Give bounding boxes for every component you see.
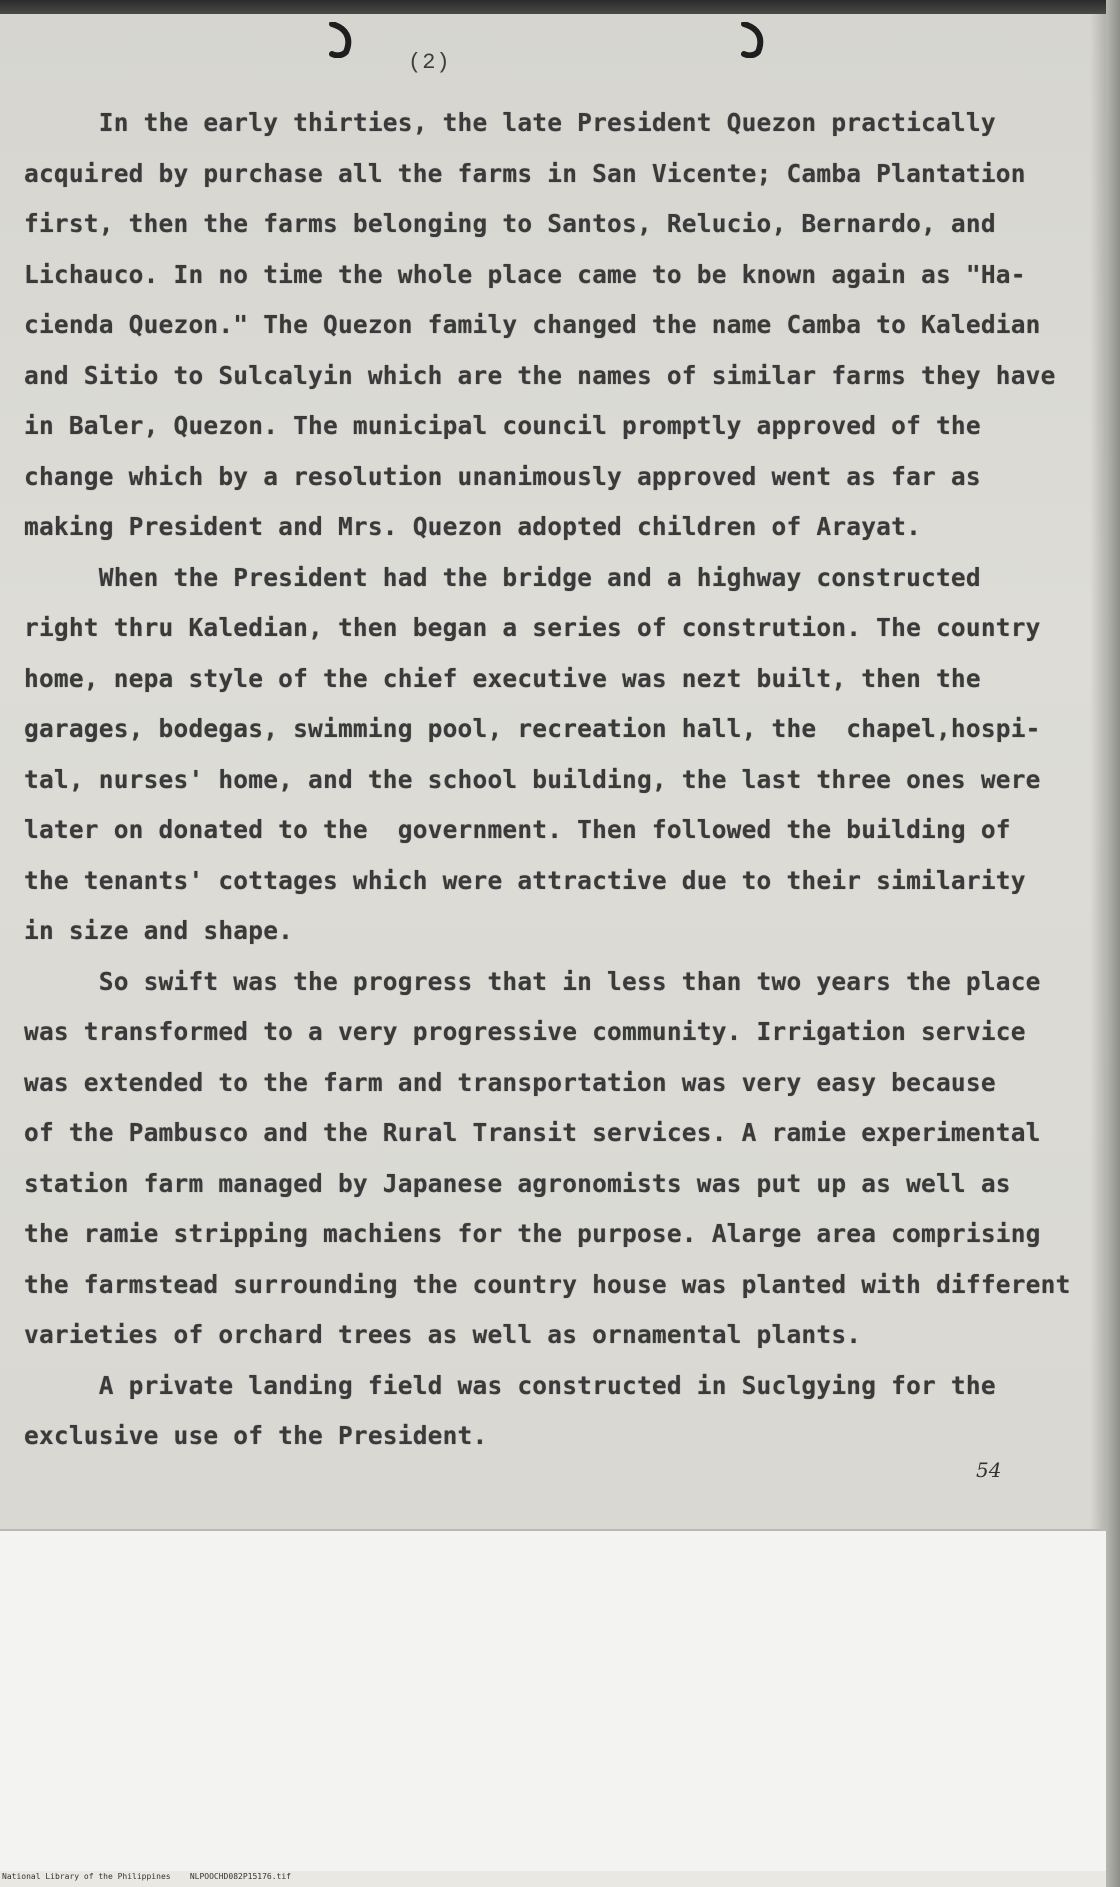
typed-page [0,14,1106,1531]
text-line: home, nepa style of the chief executive was nezt built, then the [24,663,981,693]
binder-hole-right [738,22,768,58]
text-line: the ramie stripping machiens for the purpose. Alarge area comprising [24,1219,1041,1248]
text-line: cienda Quezon." The Quezon family changed the name Camba to Kaledian [24,310,1041,339]
text-line: the farmstead surrounding the country house was planted with different [24,1269,1071,1299]
text-line: change which by a resolution unanimously approved went as far as [24,461,981,491]
text-line: and Sitio to Sulcalyin which are the names of similar farms they have [24,360,1056,390]
text-line: A private landing field was constructed in Suclgying for the [24,1370,996,1400]
document-body-text [24,98,1094,1462]
text-line: later on donated to the government. Then followed the building of [24,815,1011,844]
text-line: In the early thirties, the late President Quezon practically [24,108,996,137]
scan-top-band [0,0,1120,14]
text-line: was transformed to a very progressive community. Irrigation service [24,1017,1026,1046]
text-line: station farm managed by Japanese agronomists was put up as well as [24,1168,1011,1198]
page-shadow [1090,14,1106,1529]
text-line: varieties of orchard trees as well as ornamental plants. [24,1320,862,1349]
text-line: exclusive use of the President. [24,1421,488,1450]
text-line: garages, bodegas, swimming pool, recreation hall, the chapel,hospi- [24,714,1041,743]
text-line: making President and Mrs. Quezon adopted children of Arayat. [24,512,922,541]
binder-hole-left [326,22,356,58]
blank-sheet-below [0,1531,1106,1871]
text-line: of the Pambusco and the Rural Transit services. A ramie experimental [24,1118,1041,1147]
text-line: first, then the farms belonging to Santos, Relucio, Bernardo, and [24,209,996,238]
scan-right-edge [1106,0,1120,1887]
text-line: was extended to the farm and transportation was very easy because [24,1067,996,1097]
text-line: So swift was the progress that in less than two years the place [24,966,1041,996]
text-line: tal, nurses' home, and the school building, the last three ones were [24,764,1041,794]
text-line: right thru Kaledian, then began a series of constrution. The country [24,613,1041,642]
text-line: When the President had the bridge and a highway constructed [24,562,981,592]
page-number: (2) [408,50,451,75]
handwritten-folio-number: 54 [976,1458,1002,1482]
text-line: in Baler, Quezon. The municipal council promptly approved of the [24,411,981,440]
text-line: the tenants' cottages which were attractive due to their similarity [24,865,1026,895]
scan-footer-caption: National Library of the Philippines NLPOOCHD082P15176.tif [2,1872,291,1881]
text-line: acquired by purchase all the farms in San Vicente; Camba Plantation [24,158,1026,188]
text-line: Lichauco. In no time the whole place came to be known again as "Ha- [24,259,1026,289]
text-line: in size and shape. [24,916,294,945]
